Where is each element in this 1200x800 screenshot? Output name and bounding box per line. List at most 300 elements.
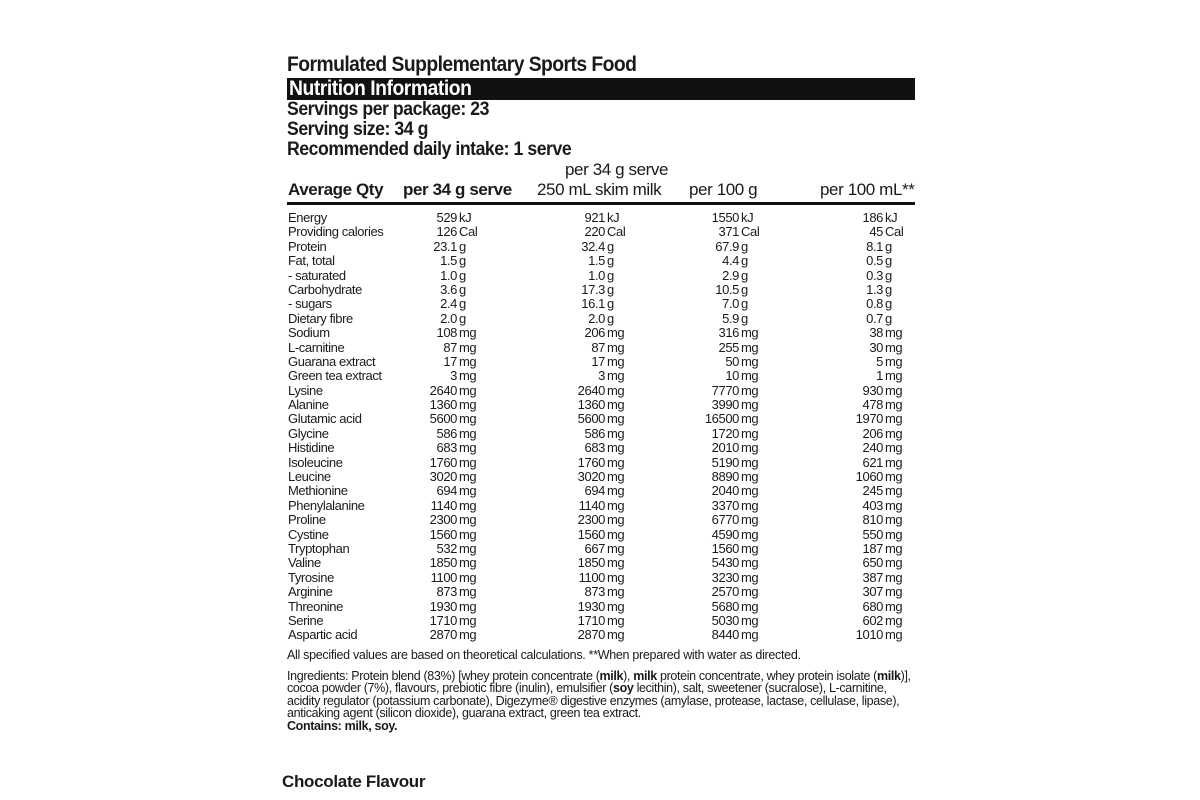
value-per-100ml: 187 [862,540,883,556]
value-with-milk: 1850 [577,555,605,571]
value-with-milk: 1760 [577,454,605,470]
nutrient-row [287,240,915,254]
value-per-serve: 694 [436,483,457,499]
servings-per-package: Servings per package: 23 [287,99,489,120]
unit-per-100g: mg [741,339,759,355]
unit-with-milk: mg [607,540,625,556]
unit-per-100ml: mg [885,353,903,369]
ingredients-text: ), [623,668,634,683]
nutrient-row [287,369,915,383]
value-per-100g: 3230 [711,569,739,585]
unit-per-serve: mg [459,469,477,485]
unit-per-100g: mg [741,584,759,600]
unit-per-100ml: mg [885,440,903,456]
nutrient-name: Threonine [288,598,343,614]
value-per-serve: 1930 [429,598,457,614]
value-per-100g: 16500 [704,411,739,427]
nutrient-row [287,513,915,527]
table-header [287,160,915,205]
value-with-milk: 1560 [577,526,605,542]
unit-with-milk: g [607,238,614,254]
value-per-100g: 3990 [711,397,739,413]
unit-per-100g: mg [741,483,759,499]
unit-per-100g: mg [741,454,759,470]
nutrient-name: Glycine [288,425,329,441]
nutrient-row [287,614,915,628]
unit-per-serve: mg [459,584,477,600]
nutrient-name: Leucine [288,469,331,485]
unit-with-milk: g [607,310,614,326]
unit-with-milk: mg [607,526,625,542]
value-with-milk: 3 [598,368,605,384]
value-per-100g: 67.9 [715,238,739,254]
unit-per-serve: mg [459,397,477,413]
value-per-100ml: 1970 [855,411,883,427]
unit-per-100g: mg [741,353,759,369]
value-per-100g: 2040 [711,483,739,499]
value-per-serve: 873 [436,584,457,600]
value-per-serve: 1850 [429,555,457,571]
nutrient-name: Energy [288,210,327,225]
unit-per-100g: g [741,267,748,283]
unit-with-milk: g [607,281,614,297]
nutrient-row [287,571,915,585]
unit-per-serve: g [459,281,466,297]
unit-per-serve: mg [459,454,477,470]
nutrient-row [287,269,915,283]
unit-per-100ml: mg [885,454,903,470]
unit-per-100g: kJ [741,210,754,225]
unit-with-milk: mg [607,584,625,600]
unit-with-milk: mg [607,382,625,398]
nutrient-row [287,254,915,268]
unit-per-serve: mg [459,497,477,513]
unit-per-serve: mg [459,368,477,384]
value-per-100g: 10 [725,368,739,384]
unit-per-100ml: mg [885,483,903,499]
unit-with-milk: kJ [607,210,620,225]
unit-per-100ml: g [885,281,892,297]
unit-per-100g: mg [741,598,759,614]
unit-per-100ml: g [885,267,892,283]
unit-per-serve: mg [459,569,477,585]
value-with-milk: 3020 [577,469,605,485]
unit-per-serve: mg [459,325,477,341]
nutrient-name: Tyrosine [288,569,334,585]
unit-with-milk: mg [607,368,625,384]
unit-with-milk: mg [607,469,625,485]
unit-per-100g: mg [741,512,759,528]
unit-with-milk: mg [607,598,625,614]
unit-per-100ml: mg [885,469,903,485]
unit-per-100g: g [741,310,748,326]
value-per-100g: 7.0 [722,296,739,312]
unit-per-100ml: mg [885,526,903,542]
nutrient-row [287,542,915,556]
nutrient-row [287,628,915,642]
unit-per-100ml: g [885,238,892,254]
unit-per-100ml: mg [885,411,903,427]
nutrient-name: Valine [288,555,321,571]
nutrient-name: Methionine [288,483,348,499]
value-per-100g: 5430 [711,555,739,571]
unit-per-100ml: mg [885,497,903,513]
value-per-serve: 1100 [430,569,457,585]
unit-per-100g: g [741,281,748,297]
value-per-serve: 1710 [429,612,457,628]
value-per-100ml: 30 [869,339,883,355]
unit-per-serve: mg [459,512,477,528]
value-with-milk: 667 [584,540,605,556]
nutrient-row [287,312,915,326]
unit-with-milk: mg [607,325,625,341]
value-per-serve: 126 [436,224,457,240]
value-per-100ml: 387 [862,569,883,585]
unit-per-serve: g [459,253,466,269]
unit-per-100ml: mg [885,512,903,528]
value-per-100g: 2570 [711,584,739,600]
value-with-milk: 32.4 [581,238,605,254]
value-per-100ml: 550 [862,526,883,542]
unit-with-milk: mg [607,397,625,413]
contains-statement: Contains: milk, soy. [287,718,398,733]
value-with-milk: 1100 [578,569,605,585]
header-per-100g: per 100 g [689,180,758,199]
value-per-100ml: 38 [869,325,883,341]
value-with-milk: 17 [591,353,605,369]
unit-per-serve: mg [459,555,477,571]
value-per-100ml: 680 [862,598,883,614]
value-with-milk: 16.1 [581,296,605,312]
unit-with-milk: mg [607,627,625,643]
unit-with-milk: mg [607,497,625,513]
nutrient-name: L-carnitine [288,339,345,355]
nutrient-name: Sodium [288,325,330,341]
value-with-milk: 873 [584,584,605,600]
nutrient-name: - saturated [288,267,346,283]
value-per-100ml: 602 [862,612,883,628]
value-per-100ml: 650 [862,555,883,571]
value-per-100g: 1550 [711,210,739,225]
value-per-100g: 4590 [711,526,739,542]
nutrient-row [287,470,915,484]
value-per-100ml: 930 [862,382,883,398]
unit-per-serve: mg [459,483,477,499]
value-per-serve: 1560 [429,526,457,542]
value-per-serve: 2870 [429,627,457,643]
value-per-100g: 2.9 [722,267,739,283]
value-per-100g: 1560 [711,540,739,556]
unit-per-serve: mg [459,382,477,398]
unit-per-100ml: Cal [885,224,904,240]
value-with-milk: 2640 [577,382,605,398]
value-per-100g: 6770 [711,512,739,528]
unit-per-serve: mg [459,598,477,614]
ingredients-text: )], cocoa powder (7%), flavours, prebiotic fibre (inulin), emulsifier ( [287,668,911,696]
value-per-100ml: 0.5 [866,253,883,269]
value-per-serve: 3 [450,368,457,384]
unit-per-100g: mg [741,569,759,585]
unit-per-100ml: mg [885,627,903,643]
value-per-serve: 2300 [429,512,457,528]
unit-per-100g: mg [741,469,759,485]
unit-per-100g: g [741,296,748,312]
unit-per-100g: mg [741,368,759,384]
nutrient-name: Cystine [288,526,329,542]
unit-with-milk: Cal [607,224,626,240]
nutrition-info-bar [287,78,915,100]
value-per-serve: 17 [443,353,457,369]
nutrient-name: Lysine [288,382,323,398]
value-with-milk: 5600 [577,411,605,427]
value-with-milk: 1930 [577,598,605,614]
value-per-serve: 1360 [429,397,457,413]
nutrient-row [287,600,915,614]
unit-with-milk: mg [607,440,625,456]
value-with-milk: 2870 [577,627,605,643]
value-per-100ml: 307 [862,584,883,600]
nutrient-row [287,398,915,412]
value-per-100ml: 0.7 [866,310,883,326]
nutrient-row [287,456,915,470]
unit-per-serve: mg [459,440,477,456]
value-per-100ml: 0.3 [866,267,883,283]
unit-per-100ml: mg [885,555,903,571]
value-per-100ml: 0.8 [866,296,883,312]
value-per-100ml: 478 [862,397,883,413]
value-per-100ml: 621 [862,454,883,470]
nutrient-row [287,225,915,239]
value-per-100g: 3370 [711,497,739,513]
value-per-100ml: 810 [862,512,883,528]
nutrient-row [287,585,915,599]
header-per-100ml: per 100 mL** [820,180,915,199]
value-per-serve: 5600 [429,411,457,427]
serving-size: Serving size: 34 g [287,119,428,140]
unit-per-serve: mg [459,339,477,355]
footnote: All specified values are based on theoretical calculations. **When prepared with water as directed. [287,647,801,662]
nutrient-row [287,341,915,355]
unit-per-100ml: mg [885,569,903,585]
unit-per-100ml: g [885,253,892,269]
nutrient-row [287,427,915,441]
value-with-milk: 1140 [578,497,605,513]
nutrient-row [287,441,915,455]
value-per-100g: 7770 [711,382,739,398]
unit-per-100ml: mg [885,584,903,600]
unit-per-serve: kJ [459,210,472,225]
nutrient-row [287,355,915,369]
unit-per-serve: mg [459,425,477,441]
value-per-serve: 1.0 [440,267,457,283]
value-with-milk: 1360 [577,397,605,413]
value-per-serve: 3020 [429,469,457,485]
unit-per-100ml: kJ [885,210,898,225]
value-per-100g: 5680 [711,598,739,614]
value-per-100g: 5.9 [722,310,739,326]
unit-with-milk: mg [607,411,625,427]
value-per-100g: 255 [718,339,739,355]
ingredients-text: protein concentrate, whey protein isolate ( [656,668,877,683]
unit-per-100g: g [741,253,748,269]
value-with-milk: 2.0 [588,310,605,326]
value-with-milk: 206 [584,325,605,341]
unit-per-serve: mg [459,353,477,369]
unit-with-milk: mg [607,454,625,470]
value-per-100ml: 1060 [855,469,883,485]
value-with-milk: 1710 [577,612,605,628]
unit-per-100g: mg [741,425,759,441]
serving-meta [287,100,915,160]
nutrient-name: Serine [288,612,324,628]
unit-per-100g: mg [741,382,759,398]
allergen-soy: soy [613,681,634,696]
value-per-100g: 1720 [711,425,739,441]
value-per-serve: 2.4 [440,296,457,312]
unit-per-serve: mg [459,526,477,542]
unit-per-100g: mg [741,411,759,427]
value-per-100ml: 1010 [855,627,883,643]
ingredients-text: lecithin), salt, sweetener (sucralose), L-carnitine, acidity regulator (potassium carbonate), Digezyme® digestive enzymes (amylase, protease, lactase, cellulase, lipase), anticaking agent (silicon dioxide), guarana extract, green tea extract. [287,681,900,721]
unit-per-100ml: mg [885,397,903,413]
value-per-serve: 683 [436,440,457,456]
unit-per-100g: mg [741,526,759,542]
unit-per-100ml: g [885,296,892,312]
value-per-100g: 8890 [711,469,739,485]
header-milk-line1: per 34 g serve [565,160,669,179]
value-with-milk: 683 [584,440,605,456]
unit-per-100g: mg [741,540,759,556]
value-with-milk: 87 [591,339,605,355]
nutrient-name: Guarana extract [288,353,376,369]
value-with-milk: 921 [584,210,605,225]
unit-per-serve: mg [459,627,477,643]
nutrient-name: Proline [288,512,326,528]
unit-per-100g: mg [741,325,759,341]
nutrient-name: Alanine [288,397,329,413]
nutrient-name: Green tea extract [288,368,382,384]
unit-per-100g: mg [741,612,759,628]
nutrient-row [287,211,915,225]
value-per-serve: 2.0 [440,310,457,326]
unit-per-100g: mg [741,627,759,643]
value-per-100g: 8440 [711,627,739,643]
nutrient-name: - sugars [288,296,332,312]
value-per-serve: 108 [436,325,457,341]
nutrient-row [287,326,915,340]
unit-with-milk: mg [607,555,625,571]
unit-with-milk: g [607,267,614,283]
nutrient-name: Protein [288,238,327,254]
header-milk-line2: 250 mL skim milk [537,180,662,199]
unit-per-100g: mg [741,555,759,571]
unit-per-serve: mg [459,612,477,628]
value-per-serve: 1760 [429,454,457,470]
unit-per-serve: Cal [459,224,478,240]
value-per-100ml: 206 [862,425,883,441]
nutrient-name: Providing calories [288,224,384,240]
header-per-serve: per 34 g serve [403,180,512,199]
unit-per-100g: mg [741,440,759,456]
unit-per-serve: mg [459,540,477,556]
value-per-serve: 532 [436,540,457,556]
nutrient-row [287,283,915,297]
nutrient-name: Glutamic acid [288,411,362,427]
value-with-milk: 17.3 [581,281,605,297]
product-title: Formulated Supplementary Sports Food [287,53,637,76]
nutrient-row [287,499,915,513]
value-per-serve: 3.6 [440,281,457,297]
nutrient-name: Aspartic acid [288,627,358,643]
nutrient-name: Arginine [288,584,333,600]
value-with-milk: 586 [584,425,605,441]
value-per-serve: 586 [436,425,457,441]
value-per-100ml: 245 [862,483,883,499]
unit-with-milk: g [607,253,614,269]
unit-per-serve: g [459,310,466,326]
unit-per-100ml: mg [885,368,903,384]
unit-with-milk: mg [607,425,625,441]
value-per-serve: 529 [436,210,457,225]
nutrient-name: Isoleucine [288,454,343,470]
value-per-100g: 316 [718,325,739,341]
value-with-milk: 220 [584,224,605,240]
unit-with-milk: mg [607,483,625,499]
recommended-intake: Recommended daily intake: 1 serve [287,139,572,160]
section-title: Nutrition Information [289,77,472,100]
value-with-milk: 1.0 [588,267,605,283]
nutrient-rows [287,211,915,643]
nutrient-row [287,297,915,311]
value-per-100ml: 8.1 [866,238,883,254]
nutrient-row [287,412,915,426]
value-per-serve: 87 [443,339,457,355]
unit-per-100g: Cal [741,224,760,240]
unit-per-serve: g [459,296,466,312]
nutrient-name: Tryptophan [288,540,350,556]
ingredients-text: Ingredients: Protein blend (83%) [whey protein concentrate ( [287,668,600,683]
nutrient-row [287,528,915,542]
unit-per-100ml: g [885,310,892,326]
unit-per-100g: mg [741,397,759,413]
nutrient-name: Carbohydrate [288,281,362,297]
value-per-serve: 2640 [429,382,457,398]
value-per-100ml: 45 [869,224,883,240]
nutrient-name: Histidine [288,440,335,456]
unit-with-milk: mg [607,353,625,369]
unit-per-100ml: mg [885,598,903,614]
value-per-100g: 5190 [711,454,739,470]
value-per-serve: 23.1 [433,238,457,254]
unit-per-100ml: mg [885,612,903,628]
allergen-milk: milk [877,668,901,683]
nutrient-row [287,484,915,498]
value-with-milk: 2300 [577,512,605,528]
value-per-100g: 4.4 [722,253,739,269]
nutrient-name: Phenylalanine [288,497,365,513]
value-per-100g: 10.5 [715,281,739,297]
value-per-100g: 2010 [711,440,739,456]
unit-per-100ml: mg [885,540,903,556]
value-per-100g: 5030 [711,612,739,628]
value-per-100g: 50 [725,353,739,369]
unit-with-milk: mg [607,339,625,355]
unit-with-milk: g [607,296,614,312]
value-per-100ml: 1 [876,368,883,384]
unit-per-serve: g [459,238,466,254]
unit-with-milk: mg [607,512,625,528]
unit-with-milk: mg [607,569,625,585]
